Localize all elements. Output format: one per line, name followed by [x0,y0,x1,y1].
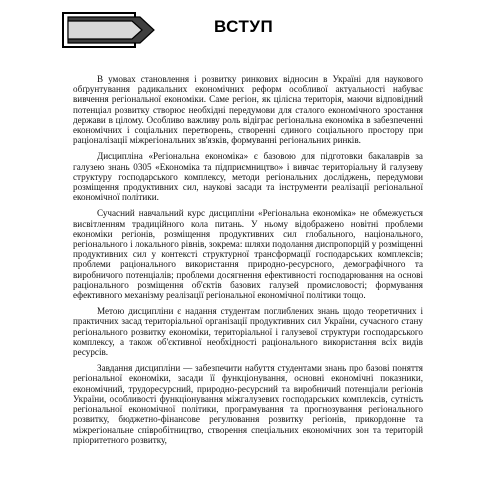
paragraph: Завдання дисципліни — забезпечити набуття студентами знань про базові поняття регіональної економіки, засади її функціонування, основні економічні показники, економічний, трудоресурсний, природно-ресурсний та виробничий потенціали регіонів України, особливості функціонування міжгалузевих господарських комплексів, сутність регіональної економічної політики, програмування та прогнозування регіонального розвитку, бюджетно-фінансове регулювання розвитку регіонів, прикордонне та міжрегіональне співробітництво, створення спеціальних економічних зон та територій пріоритетного розвитку, [73,363,423,445]
paragraph: В умовах становлення і розвитку ринкових відносин в Україні для наукового обґрунтування радикальних економічних реформ особливої актуальності набуває вивчення регіональної економіки. Саме регіон, як цілісна територія, маючи відповідний потенціал розвитку створює необхідні передумови для сталого економічного зростання держави в цілому. Особливо важливу роль відіграє регіональна економіка в забезпеченні економічних і соціальних перетворень, створенні єдиного соціального простору при раціоналізації міжрегіональних зв'язків, формуванні регіональних ринків. [73,74,423,146]
body-text [73,74,423,451]
paragraph: Дисципліна «Регіональна економіка» є базовою для підготовки бакалаврів за галузею знань 0305 «Економіка та підприємництво» і вивчає територіальну й галузеву структуру господарського комплексу, методи регіональних досліджень, передумови розміщення продуктивних сил, наукові засади та інструменти реалізації регіональної економічної політики. [73,151,423,203]
header-graphic-arrow-front [68,21,142,39]
chapter-header-graphic [62,12,156,48]
paragraph: Метою дисципліни є надання студентам поглиблених знань щодо теоретичних і практичних засад територіальної організації продуктивних сил України, сучасного стану регіонального розвитку економіки, територіальної і галузевої структури господарського комплексу, а також об'єктивної необхідності раціонального використання всіх видів ресурсів. [73,306,423,358]
paragraph: Сучасний навчальний курс дисципліни «Регіональна економіка» не обмежується висвітленням традиційного кола питань. У ньому відображено новітні проблеми економіки регіонів, розміщення продуктивних сил глобального, національного, регіонального і локального рівнів, зокрема: шляхи подолання диспропорцій у розміщенні продуктивних сил у контексті структурної трансформації господарських комплексів; проблеми раціонального використання природно-ресурсного, демографічного та виробничого потенціалів; проблеми досягнення ефективності господарювання на основі раціонального розміщення об'єктів базових галузей промисловості; формування ефективного механізму реалізації регіональної економічної політики тощо. [73,208,423,301]
page-title: ВСТУП [214,17,274,36]
